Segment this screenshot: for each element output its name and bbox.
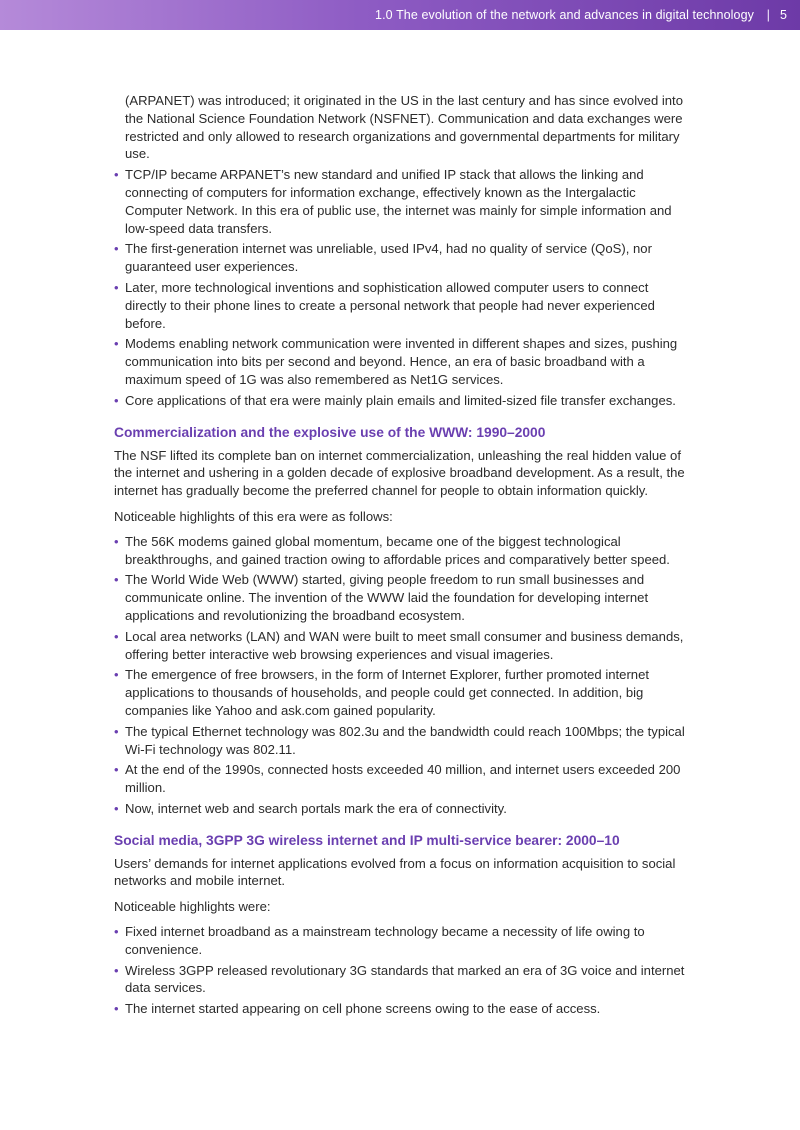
section-lead: Noticeable highlights of this era were as follows: [114, 508, 393, 524]
page-body [114, 92, 686, 1021]
bullet-text: • The internet started appearing on cell phone screens owing to the ease of access. [114, 1000, 686, 1018]
bullet-text: • Later, more technological inventions and sophistication allowed computer users to connect directly to their phone lines to create a personal network that people had never experienced before. [114, 279, 686, 332]
list-item [114, 628, 686, 664]
bullet-text: • The typical Ethernet technology was 802.3u and the bandwidth could reach 100Mbps; the typical Wi-Fi technology was 802.11. [114, 723, 686, 759]
bullet-text: • The World Wide Web (WWW) started, giving people freedom to run small businesses and communicate online. The invention of the WWW laid the foundation for developing internet applications and revolutionizing the broadband ecosystem. [114, 571, 686, 624]
continued-paragraph: (ARPANET) was introduced; it originated in the US in the last century and has since evolved into the National Science Foundation Network (NSFNET). Communication and data exchanges were restricted and only allowed to research organizations and governmental departments for military use. [125, 93, 683, 162]
bullet-text: • Fixed internet broadband as a mainstream technology became a necessity of life owing to convenience. [114, 923, 686, 959]
section-lead: Noticeable highlights were: [114, 899, 271, 915]
list-item [114, 1000, 686, 1018]
intro-bullet-list [114, 166, 686, 409]
page-header [0, 0, 800, 30]
bullet-text: • Wireless 3GPP released revolutionary 3G standards that marked an era of 3G voice and internet data services. [114, 962, 686, 998]
section2-bullet-list [114, 923, 686, 1018]
list-item [114, 571, 686, 624]
list-item [114, 392, 686, 410]
bullet-text: • The emergence of free browsers, in the form of Internet Explorer, further promoted internet applications to thousands of households, and people could get connected. In addition, big companies like Yahoo and ask.com gained popularity. [114, 666, 686, 719]
list-item [114, 761, 686, 797]
list-item [114, 666, 686, 719]
list-item [114, 800, 686, 818]
bullet-text: • Modems enabling network communication were invented in different shapes and sizes, pushing communication into bits per second and beyond. Hence, an era of basic broadband with a maximum speed of 1G was also remembered as Net1G services. [114, 335, 686, 388]
list-item [114, 335, 686, 388]
list-item [114, 279, 686, 332]
running-title: 1.0 The evolution of the network and advances in digital technology [375, 8, 754, 22]
list-item [114, 723, 686, 759]
section-heading-commercialization: Commercialization and the explosive use of the WWW: 1990–2000 [114, 424, 546, 440]
section-paragraph: The NSF lifted its complete ban on internet commercialization, unleashing the real hidden value of the internet and ushering in a golden decade of explosive broadband development. As a result, the internet has gradually become the preferred channel for people to obtain information quickly. [114, 447, 685, 499]
bullet-text: • Core applications of that era were mainly plain emails and limited-sized file transfer exchanges. [114, 392, 686, 410]
page-number: 5 [780, 8, 787, 22]
section-paragraph: Users’ demands for internet applications evolved from a focus on information acquisition to social networks and mobile internet. [114, 855, 676, 889]
header-separator: | [766, 7, 770, 22]
bullet-text: • Now, internet web and search portals mark the era of connectivity. [114, 800, 686, 818]
list-item [114, 533, 686, 569]
section1-bullet-list [114, 533, 686, 818]
list-item [114, 166, 686, 237]
bullet-text: • The first-generation internet was unreliable, used IPv4, had no quality of service (QoS), nor guaranteed user experiences. [114, 240, 686, 276]
list-item [114, 240, 686, 276]
section-heading-social-media: Social media, 3GPP 3G wireless internet and IP multi-service bearer: 2000–10 [114, 832, 620, 848]
bullet-text: • TCP/IP became ARPANET’s new standard and unified IP stack that allows the linking and connecting of computers for information exchange, effectively known as the Intergalactic Computer Network. In this era of public use, the internet was mainly for simple information and low-speed data transfers. [114, 166, 686, 237]
list-item [114, 962, 686, 998]
list-item [114, 923, 686, 959]
bullet-text: • At the end of the 1990s, connected hosts exceeded 40 million, and internet users exceeded 200 million. [114, 761, 686, 797]
bullet-text: • Local area networks (LAN) and WAN were built to meet small consumer and business demands, offering better interactive web browsing experiences and visual imageries. [114, 628, 686, 664]
bullet-text: • The 56K modems gained global momentum, became one of the biggest technological breakthroughs, and gained traction owing to affordable prices and comparatively better speed. [114, 533, 686, 569]
